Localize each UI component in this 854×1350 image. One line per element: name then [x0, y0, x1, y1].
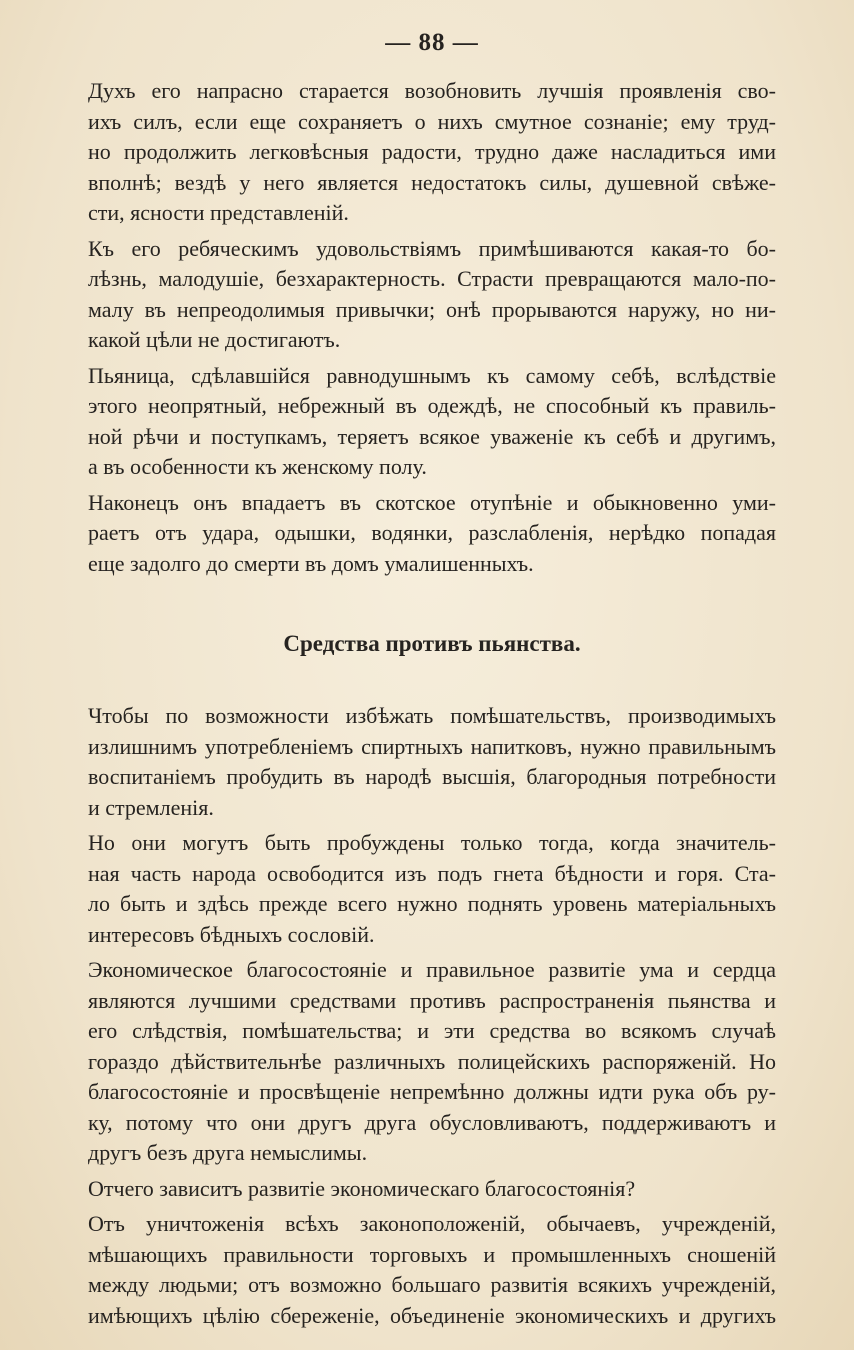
- text-line: имѣющихъ цѣлію сбереженіе, объединеніе экономическихъ и другихъ: [88, 1302, 776, 1328]
- paragraph: [88, 828, 776, 950]
- text-line: раетъ отъ удара, одышки, водянки, разслабленія, нерѣдко попадая: [88, 520, 776, 545]
- paragraph: [88, 701, 776, 823]
- text-line: еще задолго до смерти въ домъ умалишенныхъ.: [88, 550, 534, 576]
- text-line: благосостояніе и просвѣщеніе непремѣнно должны идти рука объ ру-: [88, 1079, 776, 1104]
- text-line: ку, потому что они другъ друга обусловливаютъ, поддерживаютъ и: [88, 1109, 776, 1135]
- text-line: какой цѣли не достигаютъ.: [88, 327, 341, 352]
- paragraph: [88, 955, 776, 1169]
- paragraph: [88, 1209, 776, 1331]
- text-line: сти, ясности представленій.: [88, 200, 349, 225]
- paragraph: [88, 234, 776, 356]
- text-line: излишнимъ употребленіемъ спиртныхъ напитковъ, нужно правильнымъ: [88, 733, 776, 759]
- text-line: воспитаніемъ пробудить въ народѣ высшія, благородныя потребности: [88, 764, 776, 789]
- paragraph: [88, 361, 776, 483]
- paragraph: [88, 488, 776, 580]
- text-line: и стремленія.: [88, 794, 214, 820]
- text-line: Но они могутъ быть пробуждены только тогда, когда значитель-: [88, 830, 776, 855]
- text-line: между людьми; отъ возможно большаго развитія всякихъ учрежденій,: [88, 1272, 776, 1297]
- text-line: ной рѣчи и поступкамъ, теряетъ всякое уваженіе къ себѣ и другимъ,: [88, 423, 776, 449]
- text-block: [88, 76, 776, 1331]
- page-number: — 88 —: [385, 29, 479, 56]
- text-line: другъ безъ друга немыслимы.: [88, 1140, 368, 1165]
- text-line: Къ его ребяческимъ удовольствіямъ примѣшиваются какая-то бо-: [88, 235, 776, 261]
- text-line: лѣзнь, малодушіе, безхарактерность. Страсти превращаются мало-по-: [88, 266, 776, 291]
- text-line: Наконецъ онъ впадаетъ въ скотское отупѣніе и обыкновенно уми-: [88, 489, 776, 515]
- section-intro: [88, 76, 776, 579]
- text-line: Отчего зависитъ развитіе экономическаго благосостоянія?: [88, 1175, 636, 1201]
- text-line: ихъ силъ, если еще сохраняетъ о нихъ смутное сознаніе; ему труд-: [88, 108, 776, 134]
- text-line: этого неопрятный, небрежный въ одеждѣ, не способный къ правиль-: [88, 393, 776, 418]
- text-line: его слѣдствія, помѣшательства; и эти средства во всякомъ случаѣ: [88, 1018, 776, 1043]
- text-line: малу въ непреодолимыя привычки; онѣ прорываются наружу, но ни-: [88, 296, 776, 322]
- text-line: ная часть народа освободится изъ подъ гнета бѣдности и горя. Ста-: [88, 860, 776, 886]
- text-line: гораздо дѣйствительнѣе различныхъ полицейскихъ распоряженій. Но: [88, 1048, 776, 1074]
- paragraph: [88, 1174, 776, 1205]
- text-line: интересовъ бѣдныхъ сословій.: [88, 921, 375, 947]
- text-line: а въ особенности къ женскому полу.: [88, 454, 427, 479]
- text-line: являются лучшими средствами противъ распространенія пьянства и: [88, 987, 776, 1013]
- paragraph: [88, 76, 776, 229]
- text-line: но продолжить легковѣсныя радости, трудно даже насладиться ими: [88, 139, 776, 164]
- text-line: ло быть и здѣсь прежде всего нужно поднять уровень матеріальныхъ: [88, 891, 776, 916]
- text-line: Пьяница, сдѣлавшійся равнодушнымъ къ самому себѣ, вслѣдствіе: [88, 362, 776, 388]
- section-remedies: [88, 701, 776, 1331]
- text-line: Экономическое благосостояніе и правильное развитіе ума и сердца: [88, 957, 776, 982]
- text-line: Духъ его напрасно старается возобновить лучшія проявленія сво-: [88, 78, 776, 103]
- section-heading: Средства противъ пьянства.: [283, 631, 581, 656]
- text-line: мѣшающихъ правильности торговыхъ и промышленныхъ сношеній: [88, 1241, 776, 1267]
- text-line: вполнѣ; вездѣ у него является недостатокъ силы, душевной свѣже-: [88, 169, 776, 195]
- text-line: Отъ уничтоженія всѣхъ законоположеній, обычаевъ, учрежденій,: [88, 1211, 776, 1236]
- text-line: Чтобы по возможности избѣжать помѣшательствъ, производимыхъ: [88, 703, 776, 728]
